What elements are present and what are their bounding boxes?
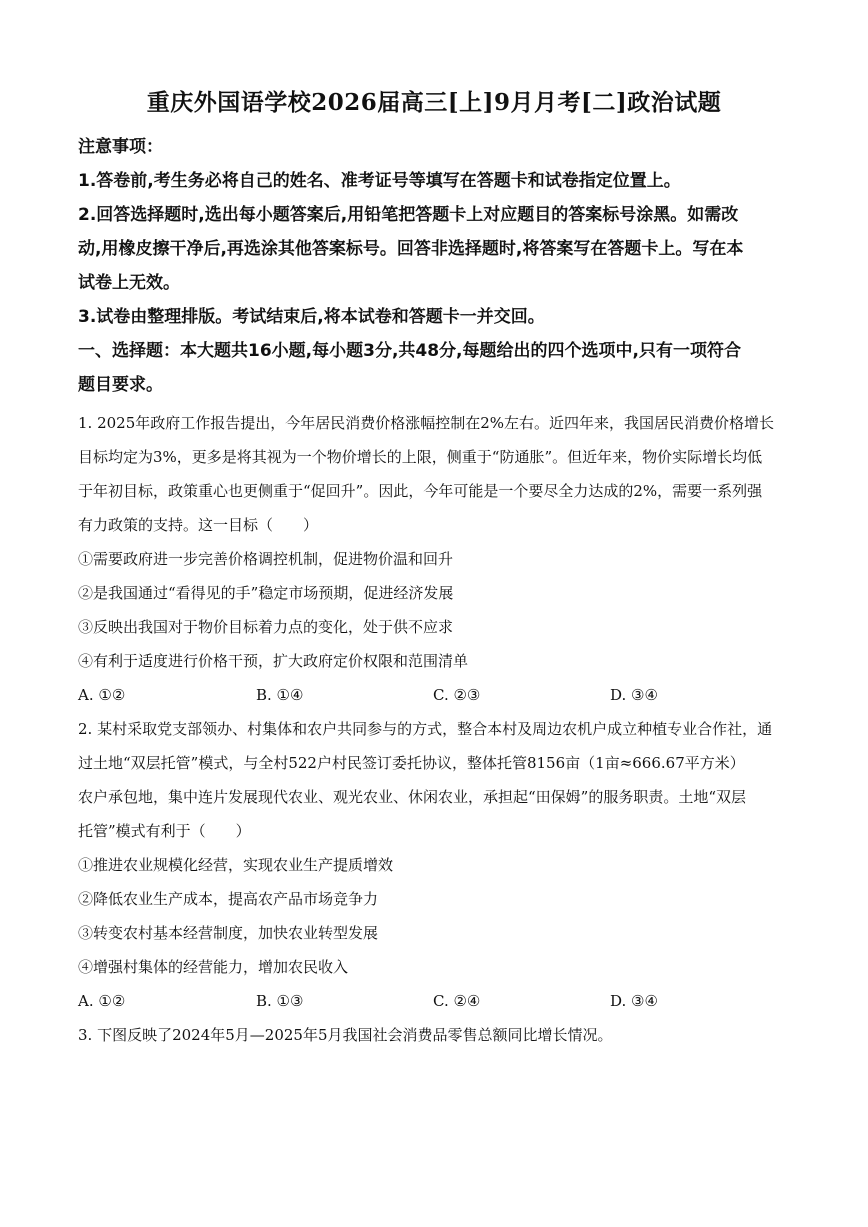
q1-stem-line-4: 有力政策的支持。这一目标（ ） [78, 516, 319, 534]
q2-statement-1: ①推进农业规模化经营，实现农业生产提质增效 [78, 856, 394, 874]
q1-statement-2: ②是我国通过“看得见的手”稳定市场预期，促进经济发展 [78, 584, 454, 602]
q1-stem-line-3: 于年初目标，政策重心也更侧重于“促回升”。因此，今年可能是一个要尽全力达成的2%，需要一系列强 [78, 482, 763, 500]
q2-statement-3: ③转变农村基本经营制度，加快农业转型发展 [78, 924, 379, 942]
q1-stem-line-2: 目标均定为3%，更多是将其视为一个物价增长的上限，侧重于“防通胀”。但近年来，物价实际增长均低 [78, 448, 763, 466]
notice-item-1: 1.答卷前,考生务必将自己的姓名、准考证号等填写在答题卡和试卷指定位置上。 [78, 171, 681, 191]
notice-heading: 注意事项： [78, 137, 163, 157]
q1-statement-1: ①需要政府进一步完善价格调控机制，促进物价温和回升 [78, 550, 454, 568]
q2-stem-line-3: 农户承包地，集中连片发展现代农业、观光农业、休闲农业，承担起“田保姆”的服务职责。土地“双层 [78, 788, 747, 806]
q2-option-d: D. ③④ [610, 992, 658, 1010]
q2-stem-line-1: 2. 某村采取党支部领办、村集体和农户共同参与的方式，整合本村及周边农机户成立种植专业合作社，通 [78, 720, 773, 738]
section-heading-line-1: 一、选择题：本大题共16小题,每小题3分,共48分,每题给出的四个选项中,只有一项符合 [78, 341, 741, 361]
q1-option-a: A. ①② [78, 686, 126, 704]
q2-statement-4: ④增强村集体的经营能力，增加农民收入 [78, 958, 349, 976]
q1-option-d: D. ③④ [610, 686, 658, 704]
q1-stem-line-1: 1. 2025年政府工作报告提出，今年居民消费价格涨幅控制在2%左右。近四年来，我国居民消费价格增长 [78, 414, 775, 432]
exam-title: 重庆外国语学校2026届高三[上]9月月考[二]政治试题 [146, 89, 722, 116]
notice-item-3: 3.试卷由整理排版。考试结束后,将本试卷和答题卡一并交回。 [78, 307, 545, 327]
section-heading-line-2: 题目要求。 [78, 375, 163, 395]
notice-item-2-line-1: 2.回答选择题时,选出每小题答案后,用铅笔把答题卡上对应题目的答案标号涂黑。如需改 [78, 205, 739, 225]
q1-option-b: B. ①④ [256, 686, 304, 704]
q2-option-a: A. ①② [78, 992, 126, 1010]
q3-stem-line-1: 3. 下图反映了2024年5月—2025年5月我国社会消费品零售总额同比增长情况。 [78, 1026, 613, 1044]
notice-item-2-line-2: 动,用橡皮擦干净后,再选涂其他答案标号。回答非选择题时,将答案写在答题卡上。写在本 [78, 239, 744, 259]
q1-option-c: C. ②③ [433, 686, 481, 704]
q1-statement-4: ④有利于适度进行价格干预，扩大政府定价权限和范围清单 [78, 652, 469, 670]
q2-option-b: B. ①③ [256, 992, 304, 1010]
q1-statement-3: ③反映出我国对于物价目标着力点的变化，处于供不应求 [78, 618, 454, 636]
q2-statement-2: ②降低农业生产成本，提高农产品市场竞争力 [78, 890, 379, 908]
notice-item-2-line-3: 试卷上无效。 [78, 273, 180, 293]
q2-stem-line-2: 过土地“双层托管”模式，与全村522户村民签订委托协议，整体托管8156亩（1亩≈666.67平方米） [78, 754, 745, 772]
q2-stem-line-4: 托管”模式有利于（ ） [78, 822, 251, 840]
q2-option-c: C. ②④ [433, 992, 481, 1010]
